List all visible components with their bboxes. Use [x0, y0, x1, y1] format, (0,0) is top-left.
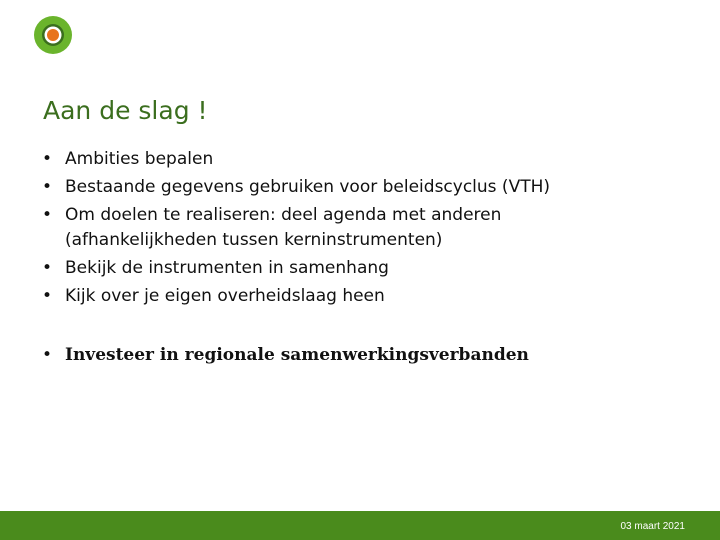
bullet-dot: •	[42, 345, 53, 365]
footer-bar	[0, 511, 720, 540]
bullet-dot: •	[42, 149, 53, 169]
bullet-text: Bestaande gegevens gebruiken voor beleidscyclus (VTH)	[65, 177, 550, 197]
emphasis-bullet-item	[42, 342, 529, 368]
emphasis-list	[42, 342, 529, 368]
bullet-list	[42, 147, 682, 312]
logo-icon	[34, 16, 72, 54]
bullet-dot: •	[42, 205, 53, 225]
bullet-item	[42, 147, 682, 172]
bullet-dot: •	[42, 258, 53, 278]
bullet-text: Ambities bepalen	[65, 149, 214, 169]
bullet-item	[42, 256, 682, 281]
bullet-text: Kijk over je eigen overheidslaag heen	[65, 286, 385, 306]
bullet-dot: •	[42, 177, 53, 197]
bullet-item	[42, 284, 682, 309]
slide-title: Aan de slag !	[43, 96, 208, 125]
bullet-text: Bekijk de instrumenten in samenhang	[65, 258, 389, 278]
bullet-item	[42, 203, 682, 253]
footer-date: 03 maart 2021	[620, 521, 685, 532]
bullet-dot: •	[42, 286, 53, 306]
bullet-text: Om doelen te realiseren: deel agenda met anderen (afhankelijkheden tussen kerninstrumenten)	[65, 205, 502, 250]
bullet-item	[42, 175, 682, 200]
emphasis-bullet-text: Investeer in regionale samenwerkingsverbanden	[65, 345, 529, 365]
